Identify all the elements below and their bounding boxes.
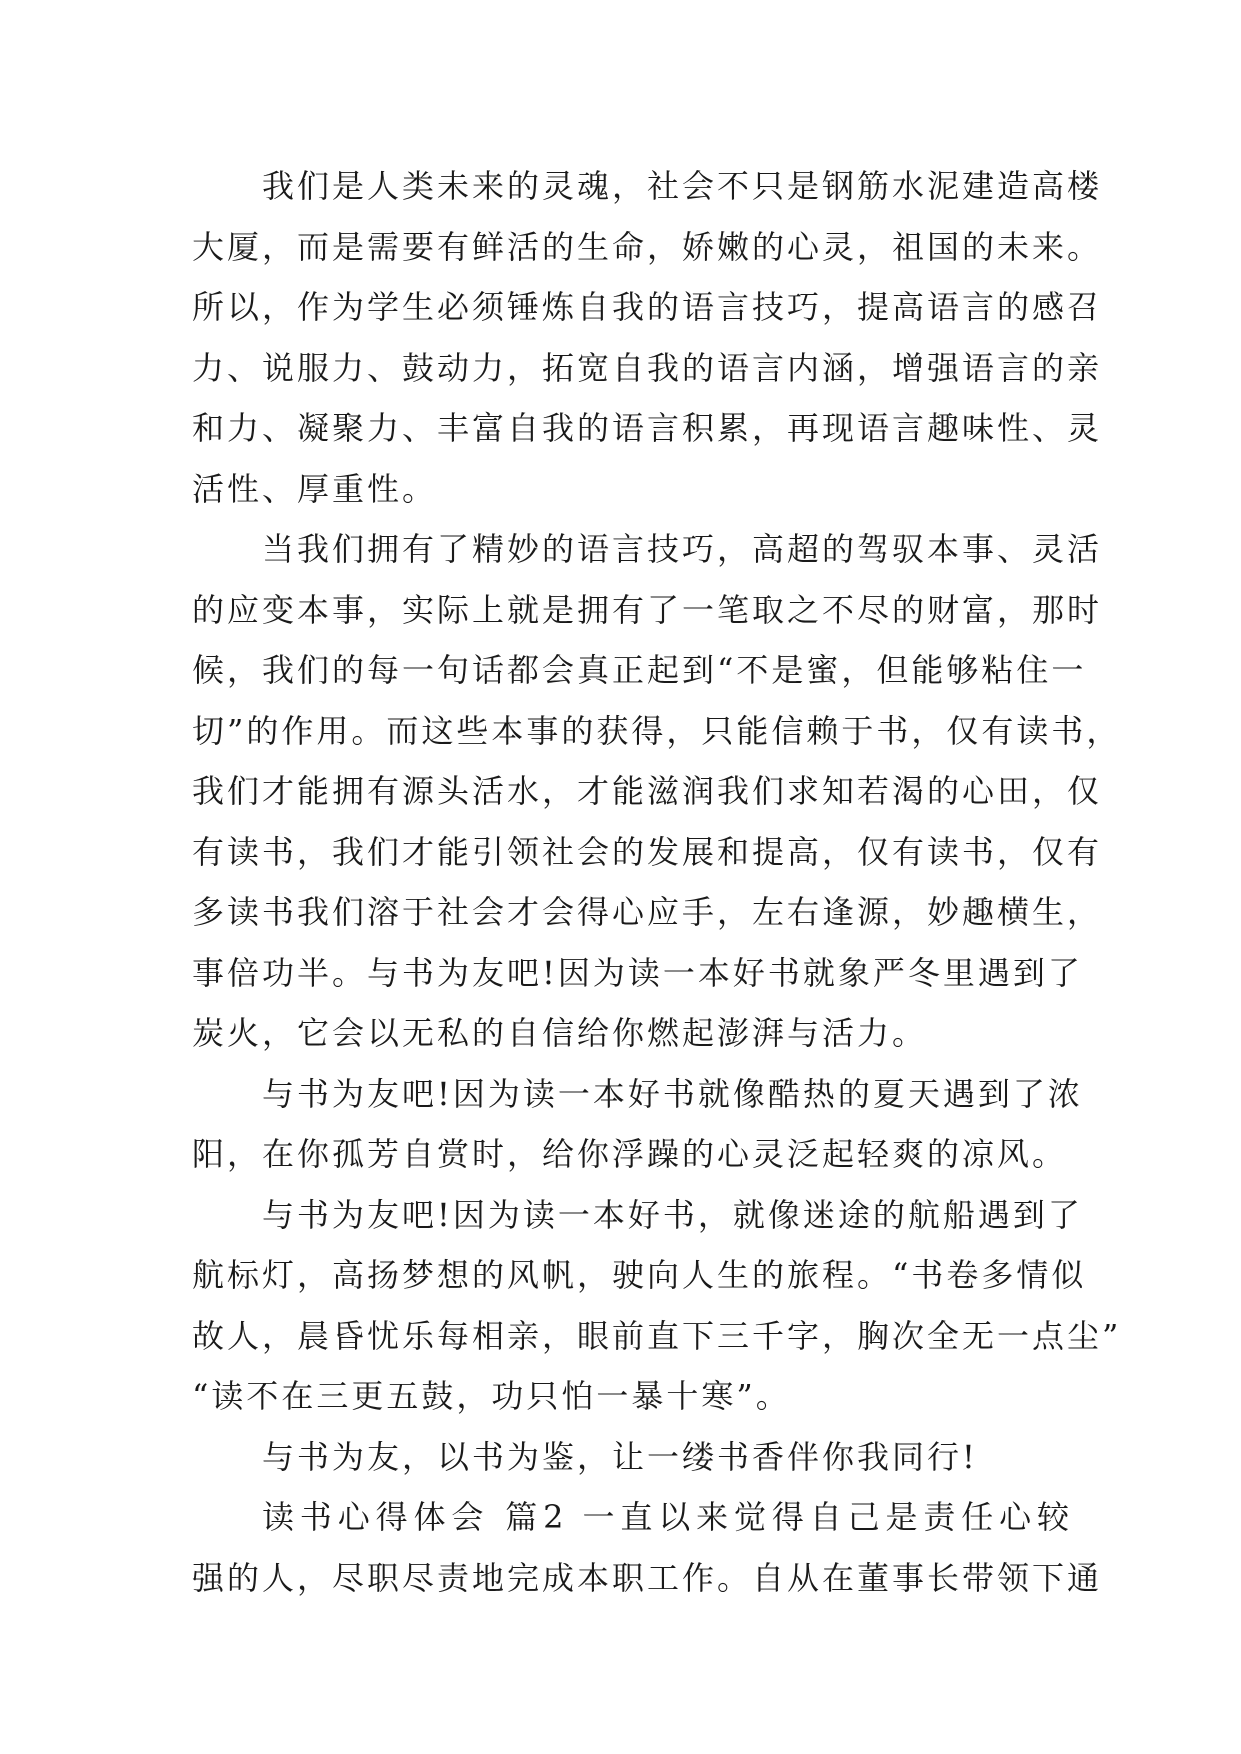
text-line: 读书心得体会 篇2 一直以来觉得自己是责任心较 [262,1498,1072,1536]
text-line: 强的人，尽职尽责地完成本职工作。自从在董事长带领下通 [192,1558,1103,1597]
text-line: 和力、凝聚力、丰富自我的语言积累，再现语言趣味性、灵 [192,409,1103,447]
text-line: 炭火，它会以无私的自信给你燃起澎湃与活力。 [192,1014,928,1052]
text-line: 阳，在你孤芳自赏时，给你浮躁的心灵泛起轻爽的凉风。 [192,1135,1068,1173]
text-line: 故人，晨昏忧乐每相亲，眼前直下三千字，胸次全无一点尘” [192,1316,1122,1355]
text-line: 所以，作为学生必须锤炼自我的语言技巧，提高语言的感召 [192,288,1103,326]
text-line: 切”的作用。而这些本事的获得，只能信赖于书，仅有读书， [192,711,1122,750]
text-line: 我们是人类未来的灵魂，社会不只是钢筋水泥建造高楼 [262,167,1103,205]
text-line: 与书为友吧!因为读一本好书，就像迷途的航船遇到了 [262,1195,1083,1234]
text-line: 的应变本事，实际上就是拥有了一笔取之不尽的财富，那时 [192,590,1103,629]
text-line: 航标灯，高扬梦想的风帆，驶向人生的旅程。“书卷多情似 [192,1256,1087,1294]
text-line: 与书为友吧!因为读一本好书就像酷热的夏天遇到了浓 [262,1074,1083,1113]
text-line: 多读书我们溶于社会才会得心应手，左右逢源，妙趣横生， [192,893,1103,931]
document-body [192,156,1122,1608]
text-line: 候，我们的每一句话都会真正起到“不是蜜，但能够粘住一 [192,651,1087,689]
text-line: 力、说服力、鼓动力，拓宽自我的语言内涵，增强语言的亲 [192,348,1103,387]
text-line: 当我们拥有了精妙的语言技巧，高超的驾驭本事、灵活 [262,530,1103,568]
text-line: “读不在三更五鼓，功只怕一暴十寒”。 [192,1377,791,1415]
text-line: 有读书，我们才能引领社会的发展和提高，仅有读书，仅有 [192,832,1103,871]
text-line: 事倍功半。与书为友吧!因为读一本好书就象严冬里遇到了 [192,953,1083,992]
text-line: 活性、厚重性。 [192,469,438,508]
text-line: 我们才能拥有源头活水，才能滋润我们求知若渴的心田，仅 [192,772,1103,810]
text-line: 大厦，而是需要有鲜活的生命，娇嫩的心灵，祖国的未来。 [192,227,1103,266]
text-line: 与书为友，以书为鉴，让一缕书香伴你我同行! [262,1437,978,1476]
